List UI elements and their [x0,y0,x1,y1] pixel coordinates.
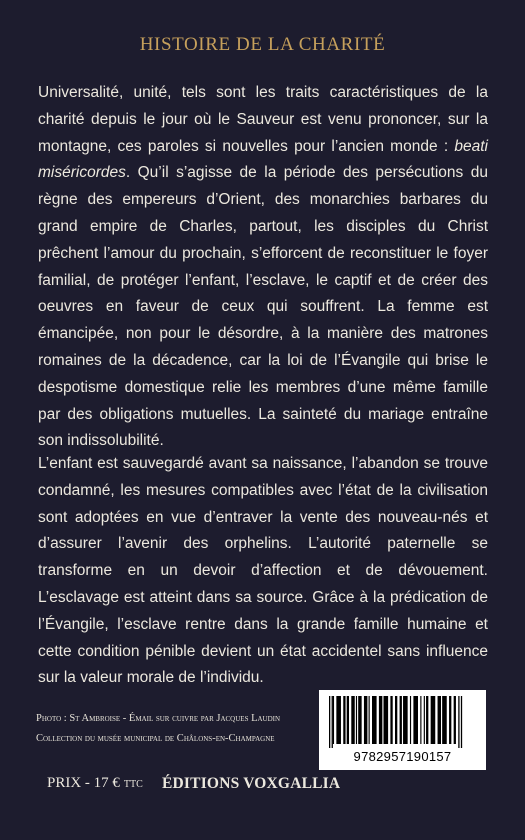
publisher-name: ÉDITIONS VOXGALLIA [162,775,341,792]
paragraph-2: L’enfant est sauvegardé avant sa naissance, l’abandon se trouve condamné, les mesures compatibles avec l’état de la civilisation sont adoptées en vue d’entraver la vente des nouveau-nés et d’assurer l’avenir des orphelins. L’autorité paternelle se transforme en un devoir d’affection et de dévouement. L’esclavage est atteint dans sa source. Grâce à la prédication de l’Évangile, l’esclave rentre dans la grande famille humaine et cette condition pénible devient un état accidentel sans influence sur la valeur morale de l’individu. [38,455,488,687]
book-title: HISTOIRE DE LA CHARITÉ [139,34,386,55]
barcode-icon [329,696,476,748]
collection-credit: Collection du musée municipal de Châlons-en-Champagne [36,733,275,744]
isbn-number: 9782957190157 [353,749,452,764]
price-suffix: TTC [123,779,143,790]
paragraph-1-text-a: Universalité, unité, tels sont les traits caractéristiques de la charité depuis le jour où le Sauveur est venu prononcer, sur la montagne, ces paroles si nouvelles pour l’ancien monde : [38,84,488,155]
price-label: PRIX - 17 € [47,775,120,791]
latin-quote: beati miséricordes [38,137,488,182]
price [47,775,143,792]
paragraph-1 [38,80,488,455]
paragraph-1-text-b: . Qu’il s’agisse de la période des persécutions du règne des empereurs d’Orient, des monarchies barbares du grand empire de Charles, partout, les disciples du Christ prêchent l’amour du prochain, s’efforcent de reconstituer le foyer familial, de protéger l’enfant, l’esclave, le captif et de créer des oeuvres en faveur de ceux qui souffrent. La femme est émancipée, non pour le désordre, à la manière des matrones romaines de la décadence, car la loi de l’Évangile qui brise le despotisme domestique relie les membres d’une même famille par des obligations mutuelles. La sainteté du mariage entraîne son indissolubilité. [38,164,488,450]
barcode [319,690,486,770]
photo-credit: Photo : St Ambroise - Émail sur cuivre par Jacques Laudin [36,713,281,724]
image-credits [36,709,326,749]
